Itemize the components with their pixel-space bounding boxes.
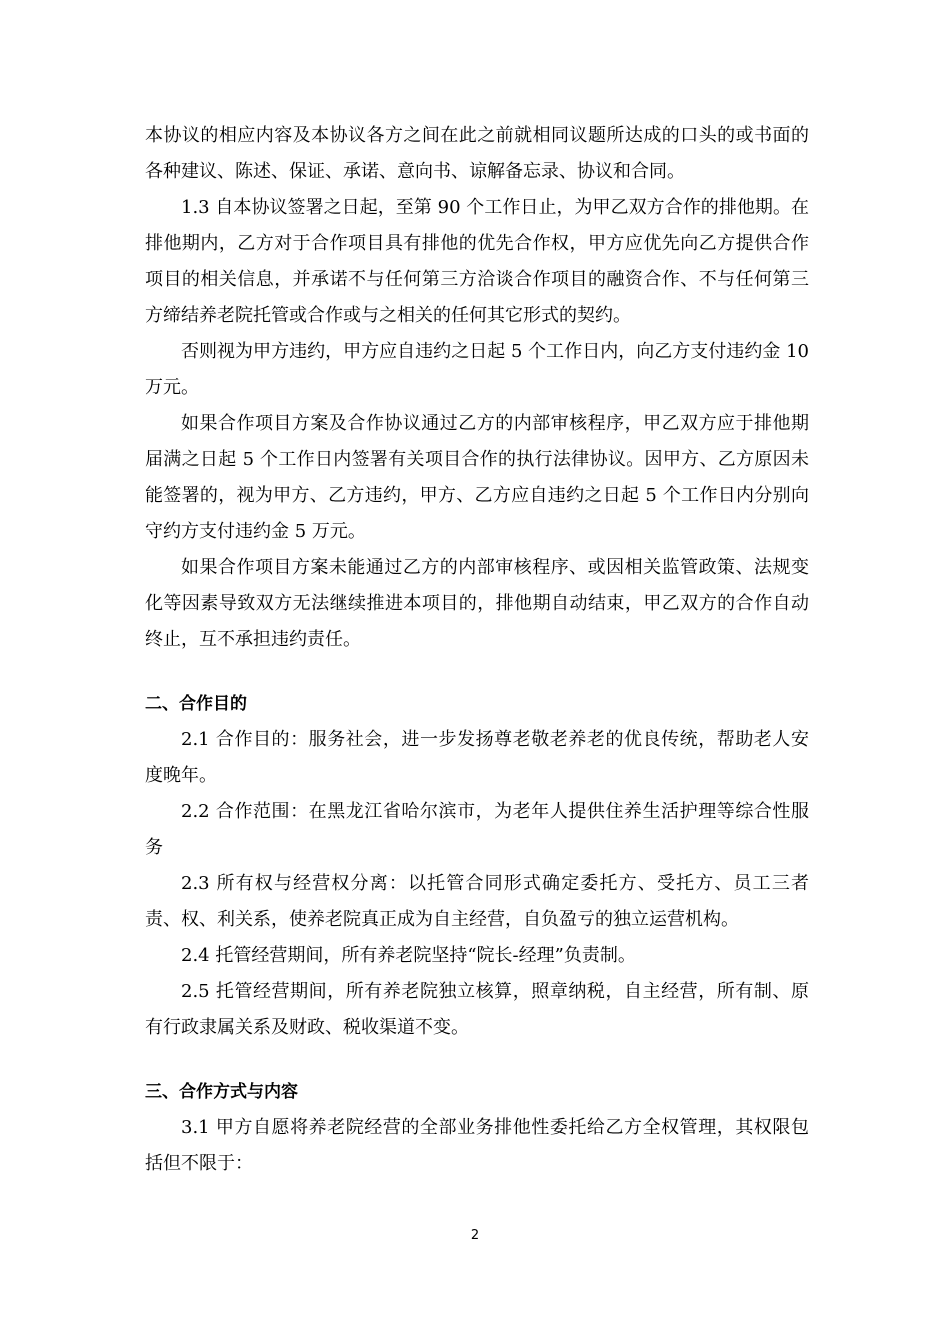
clause-2-2: 2.2 合作范围：在黑龙江省哈尔滨市，为老年人提供住养生活护理等综合性服务 — [145, 801, 809, 858]
paragraph-breach: 否则视为甲方违约，甲方应自违约之日起 5 个工作日内，向乙方支付违约金 10 万元。 — [145, 341, 809, 398]
clause-2-4: 2.4 托管经营期间，所有养老院坚持“院长-经理”负责制。 — [181, 945, 636, 966]
paragraph-1-3: 1.3 自本协议签署之日起，至第 90 个工作日止，为甲乙双方合作的排他期。在排他期内，乙方对于合作项目具有排他的优先合作权，甲方应优先向乙方提供合作项目的相关信息，并承诺不与任何第三方洽谈合作项目的融资合作、不与任何第三方缔结养老院托管或合作或与之相关的任何其它形式的契约。 — [145, 197, 809, 326]
page-number: 2 — [470, 1228, 480, 1243]
paragraph-termination: 如果合作项目方案未能通过乙方的内部审核程序、或因相关监管政策、法规变化等因素导致双方无法继续推进本项目的，排他期自动结束，甲乙双方的合作自动终止，互不承担违约责任。 — [145, 557, 809, 650]
section-heading-purpose: 二、合作目的 — [145, 694, 247, 714]
section-spacer — [145, 658, 809, 686]
clause-3-1: 3.1 甲方自愿将养老院经营的全部业务排他性委托给乙方全权管理，其权限包括但不限于： — [145, 1117, 809, 1174]
section-spacer — [145, 1046, 809, 1074]
section-heading-method: 三、合作方式与内容 — [145, 1082, 298, 1102]
document-body — [145, 118, 809, 1182]
paragraph-continuation: 本协议的相应内容及本协议各方之间在此之前就相同议题所达成的口头的或书面的各种建议、陈述、保证、承诺、意向书、谅解备忘录、协议和合同。 — [145, 125, 809, 182]
paragraph-approval: 如果合作项目方案及合作协议通过乙方的内部审核程序，甲乙双方应于排他期届满之日起 5 个工作日内签署有关项目合作的执行法律协议。因甲方、乙方原因未能签署的，视为甲方、乙方违约，甲方、乙方应自违约之日起 5 个工作日内分别向守约方支付违约金 5 万元。 — [145, 413, 809, 542]
clause-2-3: 2.3 所有权与经营权分离：以托管合同形式确定委托方、受托方、员工三者责、权、利关系，使养老院真正成为自主经营，自负盈亏的独立运营机构。 — [145, 873, 809, 930]
clause-2-5: 2.5 托管经营期间，所有养老院独立核算，照章纳税，自主经营，所有制、原有行政隶属关系及财政、税收渠道不变。 — [145, 981, 809, 1038]
clause-2-1: 2.1 合作目的：服务社会，进一步发扬尊老敬老养老的优良传统，帮助老人安度晚年。 — [145, 729, 809, 786]
